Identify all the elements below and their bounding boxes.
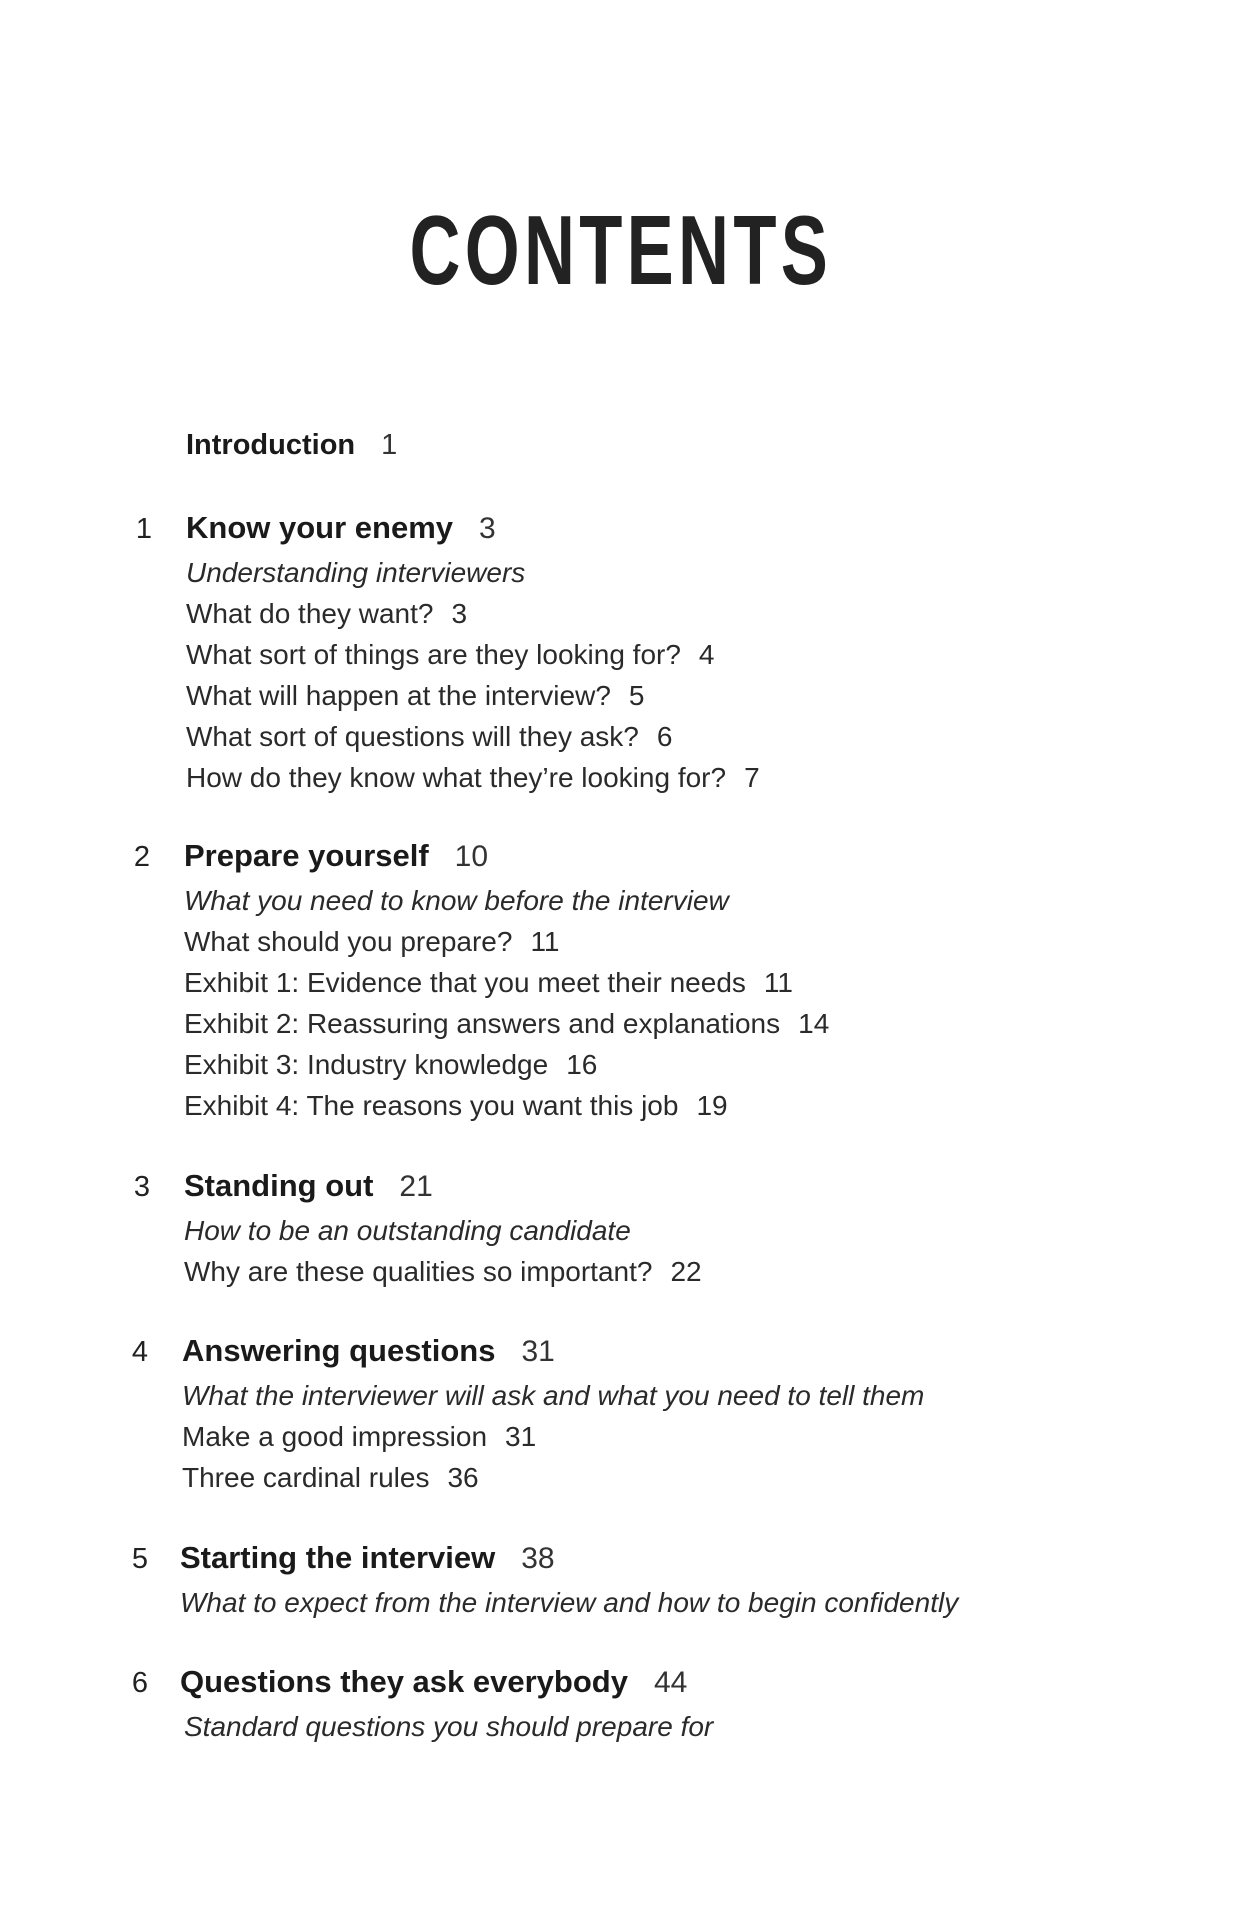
section-item[interactable] [186,634,760,675]
chapter-subtitle: What you need to know before the interview [184,885,729,916]
chapter-sections [184,1210,702,1292]
section-item[interactable] [184,1003,829,1044]
chapter-page-number: 31 [521,1335,555,1368]
chapter-number: 1 [135,513,152,545]
section-title: What will happen at the interview? [186,680,611,711]
chapter-subtitle: Standard questions you should prepare for [184,1711,714,1742]
section-item[interactable] [182,1457,924,1498]
section-title: Exhibit 3: Industry knowledge [184,1049,549,1080]
section-page-number: 11 [763,967,793,998]
page-title: CONTENTS [409,195,833,305]
section-page-number: 3 [451,598,468,629]
chapter-page-number: 10 [454,840,489,873]
chapter-subtitle: What the interviewer will ask and what you need to tell them [182,1380,925,1411]
section-title: Exhibit 1: Evidence that you meet their needs [184,967,746,998]
chapter-number: 5 [131,1543,148,1575]
section-title: What do they want? [186,598,434,629]
chapter-sections [186,552,760,798]
section-title: What sort of things are they looking for? [186,639,681,670]
chapter-sections [184,1706,713,1747]
chapter-title: Questions they ask everybody [180,1664,628,1699]
section-item[interactable] [186,716,760,757]
chapter-title: Prepare yourself [184,838,429,873]
chapter-number: 3 [133,1171,150,1203]
section-item[interactable] [186,757,760,798]
section-item[interactable] [184,1085,829,1126]
introduction-title: Introduction [186,429,356,461]
chapter-title: Answering questions [182,1333,496,1368]
section-page-number: 4 [698,639,715,670]
section-title: Why are these qualities so important? [184,1256,653,1287]
chapter-heading[interactable] [180,1540,555,1582]
section-page-number: 14 [798,1008,830,1039]
chapter-title: Starting the interview [180,1540,496,1575]
section-title: Three cardinal rules [182,1462,430,1493]
chapter-number: 4 [131,1336,148,1368]
section-title: Exhibit 2: Reassuring answers and explanations [184,1008,781,1039]
introduction-page-number: 1 [381,429,398,461]
introduction-heading[interactable] [186,427,397,468]
chapter-page-number: 3 [479,512,496,545]
section-page-number: 7 [744,762,760,793]
section-page-number: 19 [696,1090,728,1121]
section-page-number: 6 [656,721,673,752]
section-item[interactable] [186,675,760,716]
section-item[interactable] [182,1416,924,1457]
chapter-subtitle: What to expect from the interview and how to begin confidently [180,1587,959,1618]
chapter-heading[interactable] [180,1664,687,1706]
section-page-number: 16 [566,1049,598,1080]
chapter-title: Know your enemy [186,510,453,545]
chapter-page-number: 44 [653,1666,688,1699]
chapter-page-number: 21 [399,1170,433,1203]
chapter-heading[interactable] [186,510,496,552]
chapter-subtitle: Understanding interviewers [186,557,526,588]
section-page-number: 11 [530,926,560,957]
section-item[interactable] [186,593,760,634]
section-page-number: 5 [628,680,645,711]
chapter-sections [180,1582,958,1623]
section-page-number: 31 [505,1421,537,1452]
section-title: What should you prepare? [184,926,513,957]
section-item[interactable] [184,1251,702,1292]
section-page-number: 36 [447,1462,479,1493]
section-item[interactable] [184,1044,829,1085]
chapter-page-number: 38 [521,1542,555,1575]
section-title: What sort of questions will they ask? [186,721,639,752]
chapter-number: 6 [131,1667,148,1699]
chapter-heading[interactable] [184,838,488,880]
section-item[interactable] [184,921,829,962]
chapter-subtitle: How to be an outstanding candidate [184,1215,631,1246]
chapter-heading[interactable] [182,1333,555,1375]
section-title: Exhibit 4: The reasons you want this job [184,1090,679,1121]
chapter-sections [182,1375,924,1498]
chapter-sections [184,880,829,1126]
section-page-number: 22 [670,1256,702,1287]
chapter-number: 2 [133,841,150,873]
section-title: Make a good impression [182,1421,488,1452]
chapter-title: Standing out [184,1168,374,1203]
section-title: How do they know what they’re looking for? [186,762,727,793]
chapter-heading[interactable] [184,1168,433,1210]
section-item[interactable] [184,962,829,1003]
